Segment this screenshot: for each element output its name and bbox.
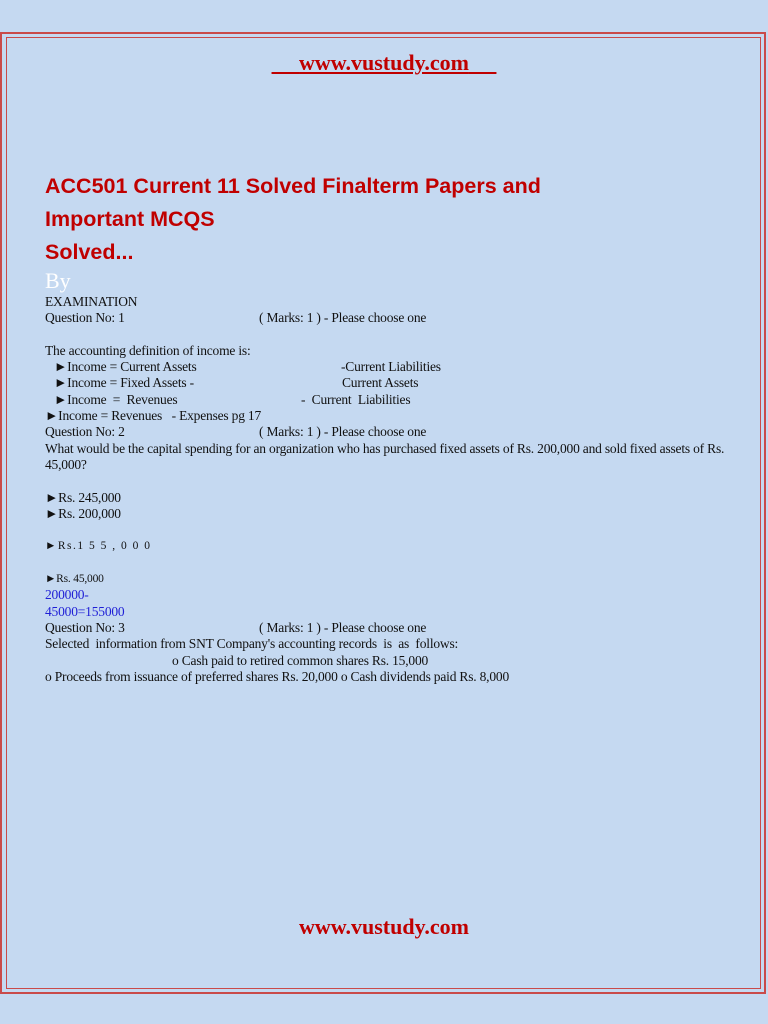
question-1-text: The accounting definition of income is:	[45, 342, 251, 358]
question-2-text: What would be the capital spending for an organization who has purchased fixed assets of Rs. 200,000 and sold fixed assets of Rs. 45,000?	[45, 440, 725, 472]
document-body	[45, 294, 735, 685]
question-1-label: Question No: 1	[45, 310, 125, 326]
header-link-text[interactable]: www.vustudy.com	[299, 50, 469, 75]
question-2-answer-line-2: 45000=155000	[45, 603, 125, 619]
question-2-option-2: ►Rs. 200,000	[45, 505, 121, 521]
question-2-label: Question No: 2	[45, 424, 125, 440]
question-3-label: Question No: 3	[45, 619, 125, 635]
document-title	[45, 170, 725, 269]
question-1-marks: ( Marks: 1 ) - Please choose one	[259, 310, 427, 326]
by-label: By	[45, 268, 71, 293]
exam-label: EXAMINATION	[45, 294, 138, 309]
question-2-option-3: ►Rs.1 5 5 , 0 0 0	[45, 540, 152, 553]
question-2-marks: ( Marks: 1 ) - Please choose one	[259, 424, 427, 440]
question-2-option-4: ►Rs. 45,000	[45, 573, 104, 586]
question-2-option-1: ►Rs. 245,000	[45, 489, 121, 505]
header-site-link[interactable]	[0, 50, 768, 76]
question-3-text: Selected information from SNT Company's accounting records is as follows:	[45, 636, 459, 652]
title-line-2: Important MCQS	[45, 207, 215, 231]
footer-site-link[interactable]: www.vustudy.com	[299, 914, 469, 939]
question-2-header	[45, 424, 735, 440]
question-3-item-2: o Proceeds from issuance of preferred shares Rs. 20,000 o Cash dividends paid Rs. 8,000	[45, 668, 510, 684]
question-3-marks: ( Marks: 1 ) - Please choose one	[259, 619, 427, 635]
question-3-header	[45, 620, 735, 636]
question-1-option-4: ►Income = Revenues - Expenses pg 17	[45, 408, 262, 424]
question-1-option-2: ►Income = Fixed Assets - Current Assets	[54, 375, 419, 391]
question-3-item-1: o Cash paid to retired common shares Rs. 15,000	[172, 652, 429, 668]
title-line-1: ACC501 Current 11 Solved Finalterm Papers and	[45, 174, 541, 198]
question-2-answer-line-1: 200000-	[45, 587, 89, 603]
question-1-option-1: ►Income = Current Assets -Current Liabilities	[54, 359, 441, 375]
question-1-header	[45, 310, 735, 326]
question-1-option-3: ►Income = Revenues - Current Liabilities	[54, 391, 411, 407]
title-line-3: Solved...	[45, 240, 134, 264]
